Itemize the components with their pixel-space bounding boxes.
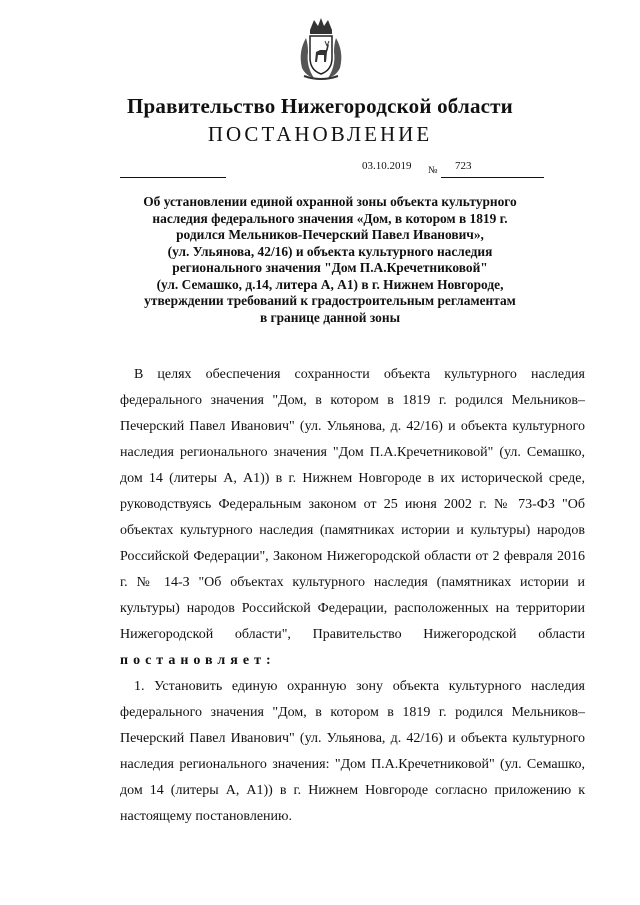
title-line: в границе данной зоны <box>259 309 401 325</box>
date-blank-line <box>120 177 226 178</box>
document-type: ПОСТАНОВЛЕНИЕ <box>207 122 433 146</box>
preamble-text: В целях обеспечения сохранности объекта культурного наследия федерального значения "Дом, в котором в 1819 г. родился Мельников–Печерский Павел Иванович" (ул. Ульянова, д. 42/16) и объекта культурного наследия регионального значения "Дом П.А.Кречетниковой" (ул. Семашко, дом 14 (литеры А, А1)) в г. Нижнем Новгороде в их исторической среде, руководствуясь Федеральным законом от 25 июня 2002 г. № 73-ФЗ "Об объектах культурного наследия (памятниках истории и культуры) народов Российской Федерации", Законом Нижегородской области от 2 февраля 2016 г. № 14-З "Об объектах культурного наследия (памятниках истории и культуры) народов Российской Федерации, расположенных на территории Нижегородской области", Правительство Нижегородской области <box>120 367 585 642</box>
government-title: Правительство Нижегородской области <box>127 94 513 118</box>
coat-of-arms-icon <box>296 16 346 82</box>
title-line: (ул. Семашко, д.14, литера А, А1) в г. Нижнем Новгороде, <box>156 276 504 292</box>
decree-word: постановляет: <box>120 653 276 668</box>
decree-title <box>110 194 550 326</box>
clause-1-paragraph: 1. Установить единую охранную зону объекта культурного наследия федерального значения "Дом, в котором в 1819 г. родился Мельников–Печерский Павел Иванович" (ул. Ульянова, д. 42/16) и объекта культурного наследия регионального значения: "Дом П.А.Кречетниковой" (ул. Семашко, дом 14 (литеры А, А1)) в г. Нижнем Новгороде согласно приложению к настоящему постановлению. <box>120 679 585 824</box>
title-line: наследия федерального значения «Дом, в котором в 1819 г. <box>152 210 508 226</box>
title-line: утверждении требований к градостроительным регламентам <box>144 293 516 308</box>
decree-date: 03.10.2019 <box>362 160 412 172</box>
title-line: (ул. Ульянова, 42/16) и объекта культурного наследия <box>167 243 493 259</box>
decree-body <box>120 362 585 830</box>
number-underline <box>441 177 544 178</box>
decree-number: 723 <box>455 160 472 172</box>
preamble-paragraph <box>120 362 585 674</box>
title-line: родился Мельников-Печерский Павел Иванович», <box>176 227 484 242</box>
title-line: регионального значения "Дом П.А.Кречетниковой" <box>172 260 488 275</box>
number-sign: № <box>428 165 438 176</box>
title-line: Об установлении единой охранной зоны объекта культурного <box>143 194 517 209</box>
